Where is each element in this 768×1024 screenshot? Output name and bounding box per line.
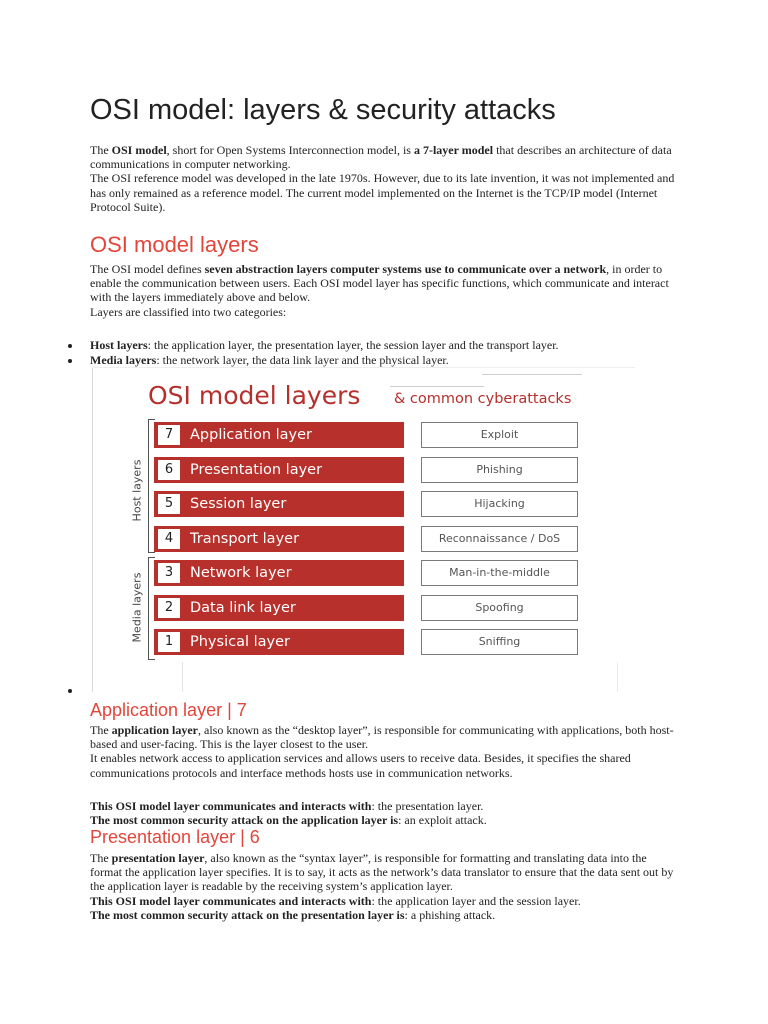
list-item bbox=[90, 338, 559, 353]
attack-box: Spoofing bbox=[421, 595, 578, 621]
bold-osi-model: OSI model bbox=[111, 143, 167, 157]
fact-text: : a phishing attack. bbox=[404, 907, 496, 922]
decor-line bbox=[182, 662, 183, 692]
presentation-paragraph-1 bbox=[90, 851, 675, 894]
layer-number: 7 bbox=[158, 425, 180, 445]
layer-name: Session layer bbox=[190, 496, 287, 512]
bullet-label: Host layers bbox=[90, 338, 148, 352]
decor-line bbox=[617, 662, 618, 692]
application-paragraph-2: It enables network access to application services and allows users to receive data. Besides, it specifies the shared communications protocols and interface methods hosts use in communication networks. bbox=[90, 751, 631, 780]
section-heading-layers: OSI model layers bbox=[90, 232, 259, 257]
layer-number: 4 bbox=[158, 529, 180, 549]
attack-box: Reconnaissance / DoS bbox=[421, 526, 578, 552]
bullet-text: : the application layer, the presentation layer, the session layer and the transport layer. bbox=[147, 338, 559, 352]
media-layers-label: Media layers bbox=[130, 572, 144, 643]
attack-box: Exploit bbox=[421, 422, 578, 448]
layer-row-3 bbox=[154, 560, 404, 586]
list-item bbox=[90, 353, 559, 368]
figure-border bbox=[92, 367, 93, 692]
bold-7-layer: a 7-layer model bbox=[413, 143, 494, 157]
decor-line bbox=[482, 374, 582, 375]
text-run: , also known as the “desktop layer”, is responsible for communicating with applications, both host-based and user-facing. This is the layer closest to the user. bbox=[90, 723, 674, 752]
layer-number: 1 bbox=[158, 632, 180, 652]
fact-text: : the application layer and the session layer. bbox=[371, 893, 581, 908]
layer-category-list bbox=[90, 338, 559, 367]
application-attack bbox=[90, 813, 675, 827]
bold-application-layer: application layer bbox=[111, 723, 198, 737]
decor-line bbox=[390, 386, 484, 387]
layer-number: 3 bbox=[158, 563, 180, 583]
layer-name: Data link layer bbox=[190, 600, 296, 616]
layer-row-4 bbox=[154, 526, 404, 552]
bold-presentation-layer: presentation layer bbox=[111, 851, 205, 865]
figure-subtitle: & common cyberattacks bbox=[394, 391, 572, 407]
page-title: OSI model: layers & security attacks bbox=[90, 94, 556, 126]
application-block bbox=[90, 723, 675, 780]
fact-label: The most common security attack on the application layer is bbox=[90, 813, 399, 828]
application-paragraph-1 bbox=[90, 723, 675, 751]
layers-block bbox=[90, 262, 675, 319]
text-run: , also known as the “syntax layer”, is responsible for formatting and translating data into the format the application layer specifies. It is to say, it acts as the network’s data translator to ensure that the data sent out by the application layer is readable by the receiving system’s application layer. bbox=[90, 851, 674, 894]
layers-paragraph-1 bbox=[90, 262, 675, 305]
attack-box: Sniffing bbox=[421, 629, 578, 655]
presentation-block bbox=[90, 851, 675, 922]
text-run: The bbox=[90, 851, 112, 865]
layer-row-7 bbox=[154, 422, 404, 448]
layer-number: 2 bbox=[158, 598, 180, 618]
bullet-text: : the network layer, the data link layer and the physical layer. bbox=[156, 352, 449, 367]
bullet-label: Media layers bbox=[90, 352, 157, 367]
figure-title: OSI model layers bbox=[148, 381, 361, 410]
presentation-attack bbox=[90, 908, 675, 922]
layer-name: Transport layer bbox=[190, 531, 300, 547]
bold-seven-layers: seven abstraction layers computer systems use to communicate over a network bbox=[204, 262, 607, 276]
application-interacts bbox=[90, 799, 675, 813]
layer-name: Physical layer bbox=[190, 634, 290, 650]
text-run: The bbox=[90, 143, 112, 157]
fact-text: : an exploit attack. bbox=[398, 813, 487, 828]
layer-number: 6 bbox=[158, 460, 180, 480]
text-run: The bbox=[90, 723, 112, 737]
layer-name: Presentation layer bbox=[190, 462, 323, 478]
fact-label: The most common security attack on the presentation layer is bbox=[90, 907, 405, 922]
fact-text: : the presentation layer. bbox=[371, 799, 484, 813]
intro-paragraph-1 bbox=[90, 143, 675, 171]
fact-label: This OSI model layer communicates and interacts with bbox=[90, 893, 372, 908]
layer-row-6 bbox=[154, 457, 404, 483]
fact-label: This OSI model layer communicates and interacts with bbox=[90, 799, 372, 813]
intro-paragraph-2: The OSI reference model was developed in the late 1970s. However, due to its late invention, it was not implemented and has only remained as a reference model. The current model implemented on the Internet is the TCP/IP model (Internet Protocol Suite). bbox=[90, 171, 675, 214]
figure-border bbox=[92, 367, 635, 368]
layer-row-2 bbox=[154, 595, 404, 621]
layer-row-5 bbox=[154, 491, 404, 517]
attack-box: Man-in-the-middle bbox=[421, 560, 578, 586]
osi-layers-figure bbox=[92, 367, 635, 692]
layers-paragraph-2: Layers are classified into two categories: bbox=[90, 304, 287, 319]
host-layers-label: Host layers bbox=[130, 459, 144, 522]
section-heading-presentation: Presentation layer | 6 bbox=[90, 827, 260, 847]
application-facts bbox=[90, 799, 675, 827]
layer-row-1 bbox=[154, 629, 404, 655]
intro-block bbox=[90, 143, 675, 214]
text-run: , in order to enable the communication between users. Each OSI model layer has specific functions, which communicate and interact with the layers immediately above and below. bbox=[90, 262, 669, 305]
layer-name: Application layer bbox=[190, 427, 313, 443]
presentation-interacts bbox=[90, 894, 675, 908]
section-heading-application: Application layer | 7 bbox=[90, 700, 247, 720]
text-run: that describes an architecture of data communications in computer networking. bbox=[90, 143, 672, 172]
text-run: The OSI model defines bbox=[90, 262, 205, 276]
text-run: , short for Open Systems Interconnection model, is bbox=[166, 143, 414, 157]
layer-name: Network layer bbox=[190, 565, 292, 581]
layer-number: 5 bbox=[158, 494, 180, 514]
attack-box: Hijacking bbox=[421, 491, 578, 517]
attack-box: Phishing bbox=[421, 457, 578, 483]
list-bullet bbox=[68, 689, 72, 693]
